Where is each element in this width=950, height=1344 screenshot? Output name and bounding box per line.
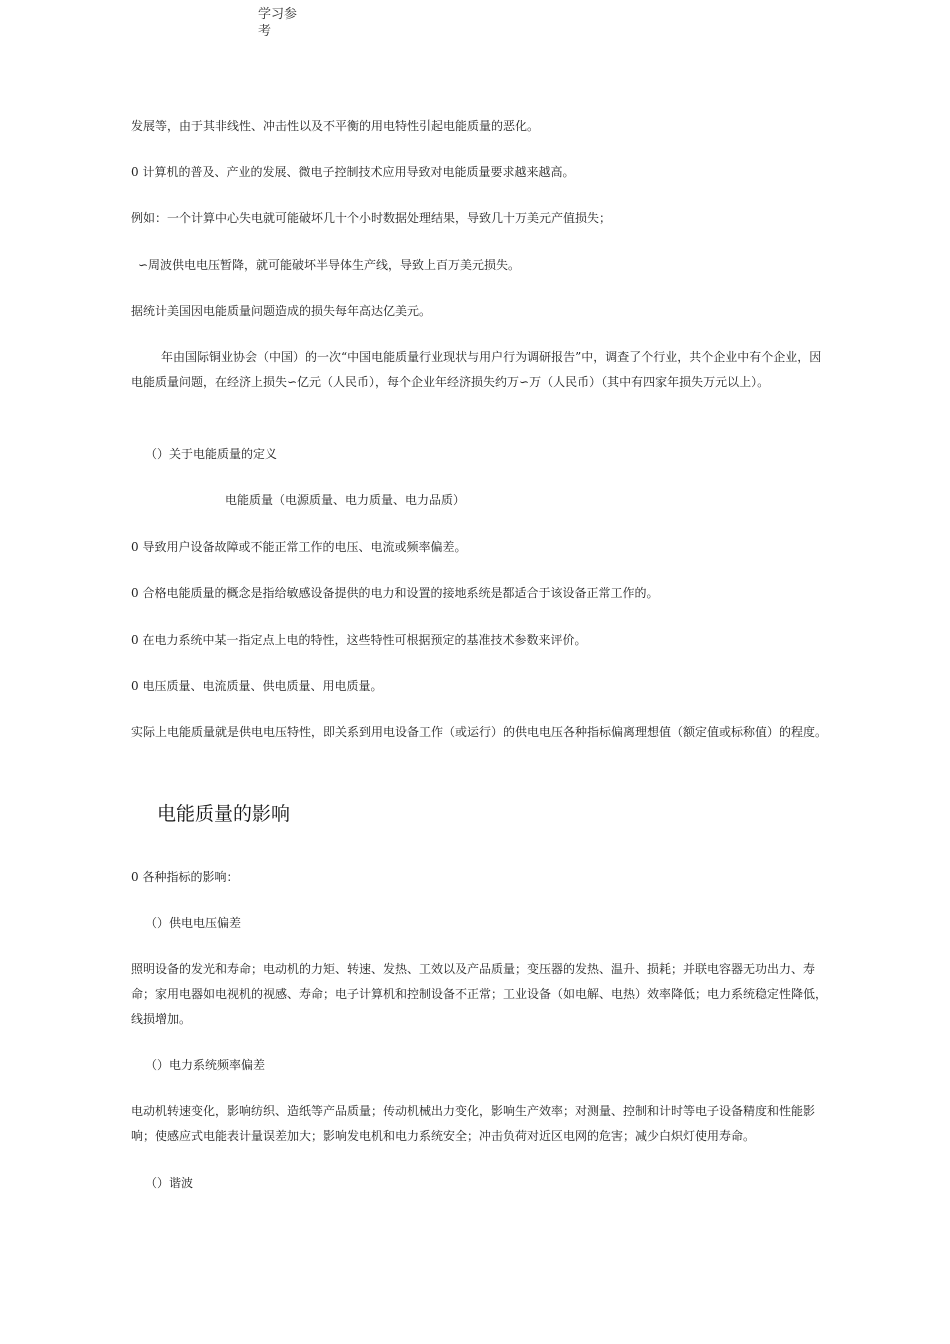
paragraph-example-data-center: 例如：一个计算中心失电就可能破坏几十个小时数据处理结果，导致几十万美元产值损失； bbox=[131, 211, 612, 225]
paragraph-intro-continuation: 发展等，由于其非线性、冲击性以及不平衡的用电特性引起电能质量的恶化。 bbox=[131, 119, 540, 133]
paragraph-indicator-impacts: 0 各种指标的影响： bbox=[131, 870, 239, 884]
subsection-harmonics-title: （）谐波 bbox=[145, 1176, 194, 1190]
paragraph-definition-1: 0 导致用户设备故障或不能正常工作的电压、电流或频率偏差。 bbox=[131, 540, 467, 554]
subsection-frequency-deviation-title: （）电力系统频率偏差 bbox=[145, 1058, 266, 1072]
subsection-voltage-deviation-title: （）供电电压偏差 bbox=[145, 916, 242, 930]
paragraph-computing-demand: 0 计算机的普及、产业的发展、微电子控制技术应用导致对电能质量要求越来越高。 bbox=[131, 165, 575, 179]
paragraph-frequency-deviation-effects: 电动机转速变化，影响纺织、造纸等产品质量；传动机械出力变化，影响生产效率；对测量、控制和计时等电子设备精度和性能影响；使感应式电能表计量误差加大；影响发电机和电力系统安全；冲击负荷对近区电网的危害；减少白炽灯使用寿命。 bbox=[131, 1104, 816, 1143]
paragraph-definition-3: 0 在电力系统中某一指定点上电的特性，这些特性可根据预定的基准技术参数来评价。 bbox=[131, 633, 587, 647]
paragraph-definition-2: 0 合格电能质量的概念是指给敏感设备提供的电力和设置的接地系统是都适合于该设备正常工作的。 bbox=[131, 586, 659, 600]
subsection-definition-title: （）关于电能质量的定义 bbox=[145, 447, 278, 461]
paragraph-survey-report: 年由国际铜业协会（中国）的一次“中国电能质量行业现状与用户行为调研报告”中，调查了个行业，共个企业中有个企业，因电能质量问题，在经济上损失∽亿元（人民币），每个企业年经济损失约万∽万（人民币）（其中有四家年损失万元以上）。 bbox=[131, 350, 822, 389]
paragraph-power-quality-terms: 电能质量（电源质量、电力质量、电力品质） bbox=[225, 493, 466, 507]
paragraph-voltage-deviation-effects: 照明设备的发光和寿命；电动机的力矩、转速、发热、工效以及产品质量；变压器的发热、温升、损耗；并联电容器无功出力、寿命；家用电器如电视机的视感、寿命；电子计算机和控制设备不正常；工业设备（如电解、电热）效率降低；电力系统稳定性降低，线损增加。 bbox=[131, 962, 828, 1026]
paragraph-definition-summary: 实际上电能质量就是供电电压特性，即关系到用电设备工作（或运行）的供电电压各种指标偏离理想值（额定值或标称值）的程度。 bbox=[131, 725, 828, 739]
section-heading-impact: 电能质量的影响 bbox=[157, 803, 291, 825]
page-header-label: 学习参考 bbox=[258, 7, 298, 39]
paragraph-definition-4: 0 电压质量、电流质量、供电质量、用电质量。 bbox=[131, 679, 383, 693]
paragraph-voltage-sag-example: ∽周波供电电压暂降，就可能破坏半导体生产线，导致上百万美元损失。 bbox=[138, 258, 521, 272]
paragraph-us-loss-stat: 据统计美国因电能质量问题造成的损失每年高达亿美元。 bbox=[131, 304, 432, 318]
